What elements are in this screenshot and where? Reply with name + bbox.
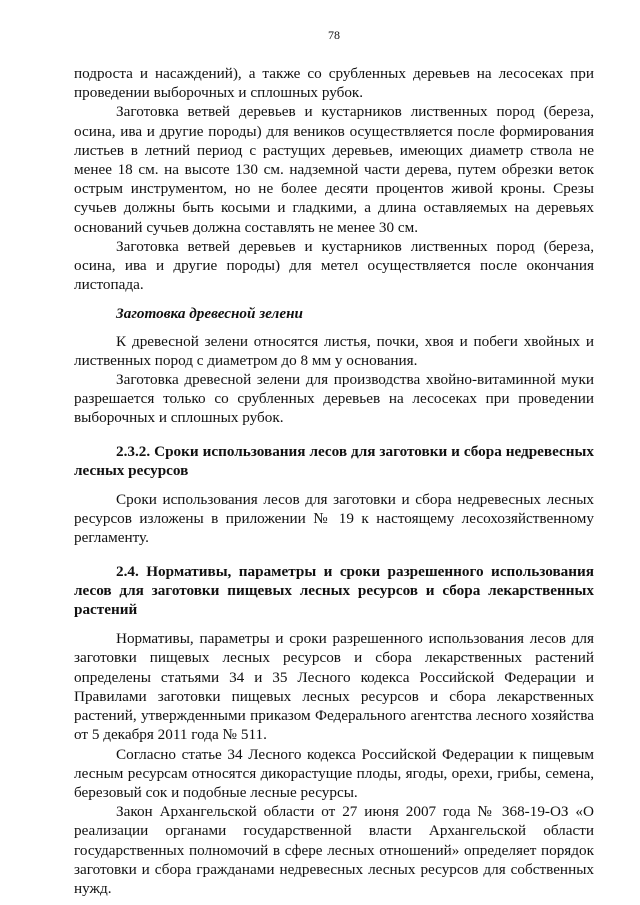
page-number: 78	[328, 28, 340, 42]
paragraph-regional-law: Закон Архангельской области от 27 июня 2007 года № 368-19-ОЗ «О реализации органами государственной власти Архангельской области государственных полномочий в сфере лесных отношений» определяет порядок заготовки и сбора гражданами недревесных лесных ресурсов для собственных нужд.	[74, 803, 594, 897]
paragraph-greenery-definition: К древесной зелени относятся листья, почки, хвоя и побеги хвойных и лиственных пород с диаметром до 8 мм у основания.	[74, 332, 594, 369]
paragraph-greenery-flour: Заготовка древесной зелени для производства хвойно-витаминной муки разрешается только со срубленных деревьев на лесосеках при проведении выборочных и сплошных рубок.	[74, 371, 594, 427]
section-heading-2-4: 2.4. Нормативы, параметры и сроки разрешенного использования лесов для заготовки пищевых лесных ресурсов и сбора лекарственных растений	[74, 562, 594, 619]
document-page	[74, 28, 594, 898]
paragraph-terms: Сроки использования лесов для заготовки и сбора недревесных лесных ресурсов изложены в приложении № 19 к настоящему лесохозяйственному регламенту.	[74, 491, 594, 547]
subheading-wood-greenery: Заготовка древесной зелени	[116, 305, 303, 323]
paragraph-continuation: подроста и насаждений), а также со срубленных деревьев на лесосеках при проведении выборочных и сплошных рубок.	[74, 65, 594, 102]
paragraph-brooms: Заготовка ветвей деревьев и кустарников лиственных пород (береза, осина, ива и другие породы) для веников осуществляется после формирования листьев в летний период с растущих деревьев, имеющих диаметр ствола не менее 18 см. на высоте 130 см. надземной части дерева, путем обрезки веток острым инструментом, но не более десяти процентов живой кроны. Срезы сучьев должны быть косыми и гладкими, а длина оставляемых на деревьях оснований сучьев должна составлять не менее 30 см.	[74, 103, 594, 236]
paragraph-norms: Нормативы, параметры и сроки разрешенного использования лесов для заготовки пищевых лесных ресурсов и сбора лекарственных растений определены статьями 34 и 35 Лесного кодекса Российской Федерации и Правилами заготовки пищевых лесных ресурсов и сбора лекарственных растений, утвержденными приказом Федерального агентства лесного хозяйства от 5 декабря 2011 года № 511.	[74, 630, 594, 744]
section-heading-2-3-2: 2.3.2. Сроки использования лесов для заготовки и сбора недревесных лесных ресурсов	[74, 442, 594, 479]
paragraph-article-34: Согласно статье 34 Лесного кодекса Российской Федерации к пищевым лесным ресурсам относятся дикорастущие плоды, ягоды, орехи, грибы, семена, березовый сок и подобные лесные ресурсы.	[74, 745, 594, 801]
paragraph-besoms: Заготовка ветвей деревьев и кустарников лиственных пород (береза, осина, ива и другие породы) для метел осуществляется после окончания листопада.	[74, 237, 594, 294]
